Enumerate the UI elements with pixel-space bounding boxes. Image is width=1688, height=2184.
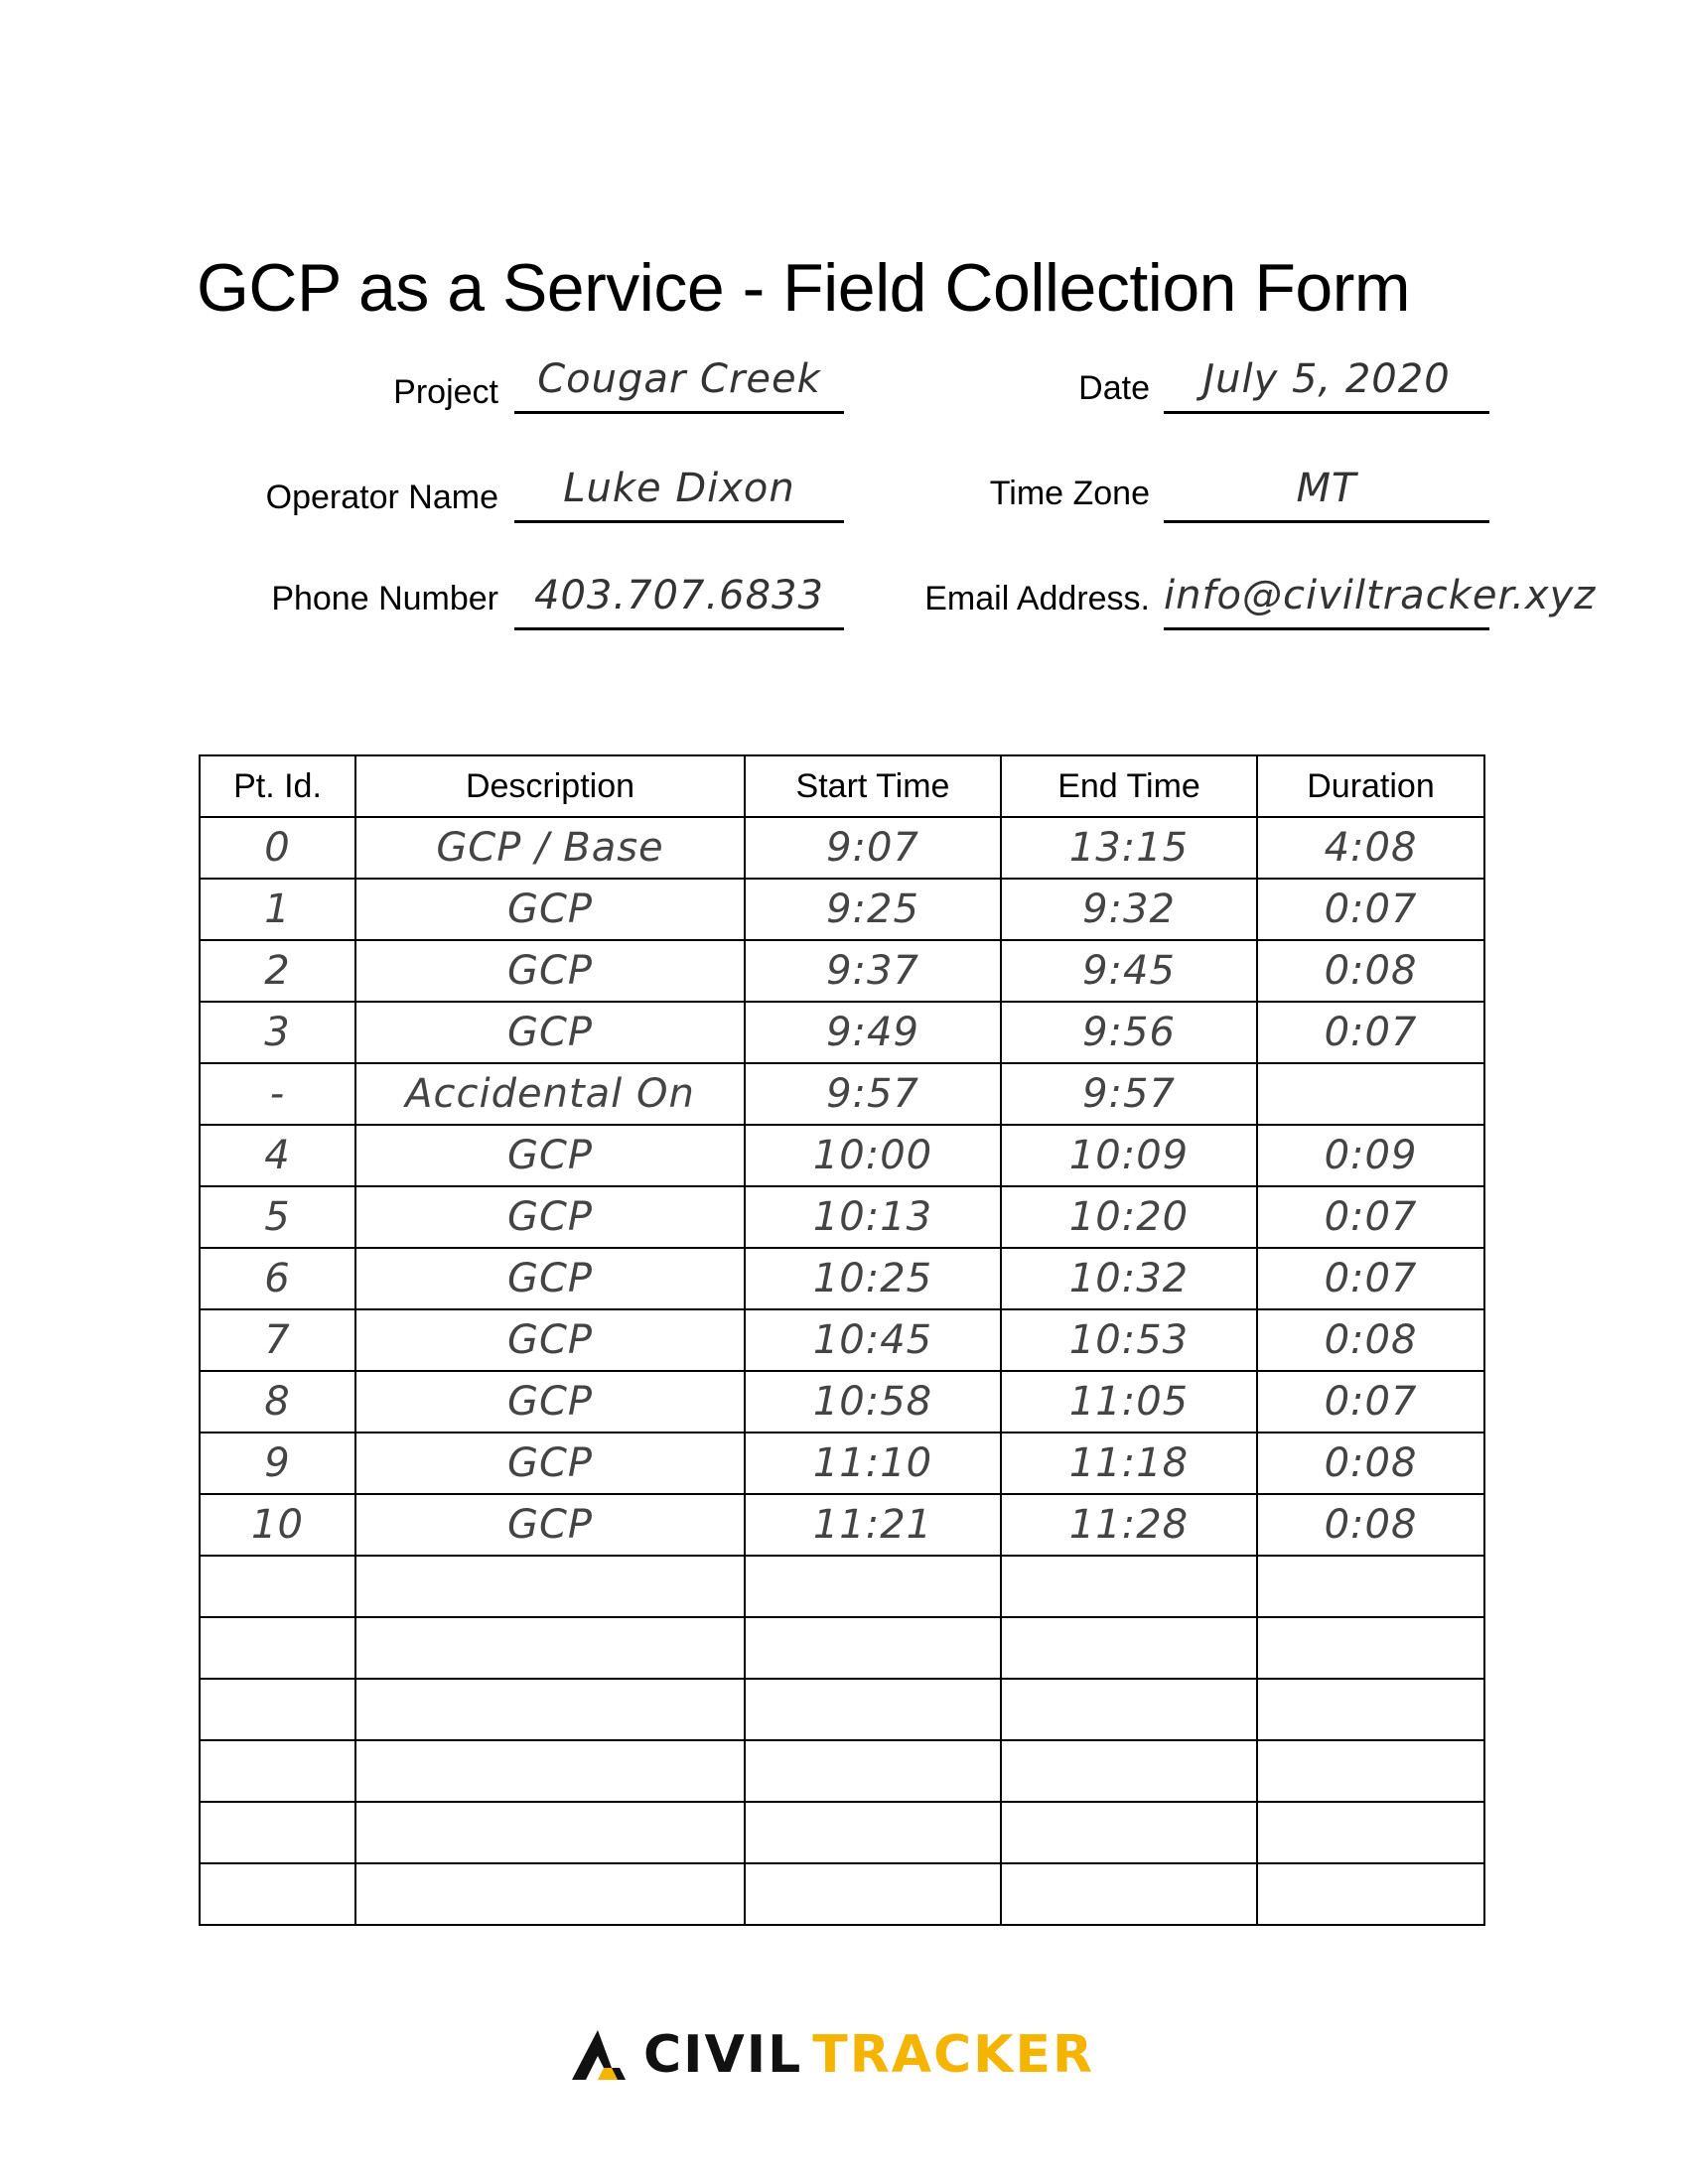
cell-pt-id[interactable]: 6: [200, 1248, 355, 1309]
table-row: [200, 1125, 1484, 1186]
col-header-duration: Duration: [1257, 755, 1484, 817]
table-row: [200, 1863, 1484, 1925]
cell-end-time[interactable]: 10:32: [1001, 1248, 1257, 1309]
table-body: [200, 817, 1484, 1925]
cell-end-time[interactable]: 11:18: [1001, 1433, 1257, 1494]
cell-duration[interactable]: [1257, 1679, 1484, 1740]
cell-description[interactable]: GCP: [355, 1494, 745, 1556]
triangle-logo-icon: [568, 2028, 632, 2082]
cell-start-time[interactable]: 10:13: [745, 1186, 1001, 1248]
cell-pt-id[interactable]: [200, 1617, 355, 1679]
table-row: [200, 1556, 1484, 1617]
cell-description[interactable]: GCP: [355, 879, 745, 940]
phone-number-field[interactable]: 403.707.6833: [514, 570, 844, 630]
cell-pt-id[interactable]: 7: [200, 1309, 355, 1371]
col-header-pt-id: Pt. Id.: [200, 755, 355, 817]
cell-start-time[interactable]: 10:58: [745, 1371, 1001, 1433]
cell-duration[interactable]: [1257, 1063, 1484, 1125]
cell-duration[interactable]: [1257, 1740, 1484, 1802]
col-header-end-time: End Time: [1001, 755, 1257, 817]
time-zone-label: Time Zone: [989, 475, 1150, 512]
cell-end-time[interactable]: 9:56: [1001, 1002, 1257, 1063]
cell-description[interactable]: [355, 1863, 745, 1925]
cell-end-time[interactable]: 9:45: [1001, 940, 1257, 1002]
date-field[interactable]: July 5, 2020: [1164, 353, 1489, 414]
cell-end-time[interactable]: [1001, 1740, 1257, 1802]
cell-start-time[interactable]: 9:25: [745, 879, 1001, 940]
cell-start-time[interactable]: [745, 1617, 1001, 1679]
cell-start-time[interactable]: [745, 1556, 1001, 1617]
table-row: [200, 1309, 1484, 1371]
cell-end-time[interactable]: [1001, 1556, 1257, 1617]
cell-description[interactable]: [355, 1740, 745, 1802]
cell-start-time[interactable]: 9:57: [745, 1063, 1001, 1125]
operator-name-label: Operator Name: [265, 478, 498, 516]
cell-pt-id[interactable]: 8: [200, 1371, 355, 1433]
cell-pt-id[interactable]: 10: [200, 1494, 355, 1556]
cell-pt-id[interactable]: 3: [200, 1002, 355, 1063]
cell-description[interactable]: GCP: [355, 1371, 745, 1433]
date-label: Date: [1078, 369, 1150, 407]
cell-start-time[interactable]: 9:37: [745, 940, 1001, 1002]
cell-duration[interactable]: 0:08: [1257, 1494, 1484, 1556]
cell-description[interactable]: GCP: [355, 1002, 745, 1063]
email-address-field[interactable]: info@civiltracker.xyz: [1164, 570, 1489, 630]
cell-start-time[interactable]: 11:21: [745, 1494, 1001, 1556]
table-row: [200, 817, 1484, 879]
table-row: [200, 1248, 1484, 1309]
cell-pt-id[interactable]: 2: [200, 940, 355, 1002]
cell-start-time[interactable]: [745, 1679, 1001, 1740]
col-header-start-time: Start Time: [745, 755, 1001, 817]
cell-start-time[interactable]: [745, 1802, 1001, 1863]
cell-duration[interactable]: 0:08: [1257, 940, 1484, 1002]
cell-end-time[interactable]: 11:28: [1001, 1494, 1257, 1556]
cell-end-time[interactable]: 10:53: [1001, 1309, 1257, 1371]
cell-description[interactable]: GCP: [355, 940, 745, 1002]
cell-duration[interactable]: 0:07: [1257, 1186, 1484, 1248]
table-row: [200, 1802, 1484, 1863]
logo-text-tracker: TRACKER: [812, 2025, 1095, 2085]
cell-description[interactable]: GCP: [355, 1248, 745, 1309]
table-row: [200, 1063, 1484, 1125]
cell-pt-id[interactable]: 1: [200, 879, 355, 940]
cell-duration[interactable]: [1257, 1802, 1484, 1863]
table-row: [200, 879, 1484, 940]
cell-start-time[interactable]: 10:25: [745, 1248, 1001, 1309]
cell-duration[interactable]: 0:07: [1257, 1371, 1484, 1433]
cell-pt-id[interactable]: 9: [200, 1433, 355, 1494]
cell-description[interactable]: GCP: [355, 1433, 745, 1494]
page-title: GCP as a Service - Field Collection Form: [197, 249, 1411, 326]
cell-description[interactable]: GCP: [355, 1125, 745, 1186]
table-row: [200, 1433, 1484, 1494]
cell-description[interactable]: [355, 1617, 745, 1679]
cell-start-time[interactable]: 11:10: [745, 1433, 1001, 1494]
cell-end-time[interactable]: 11:05: [1001, 1371, 1257, 1433]
cell-pt-id[interactable]: [200, 1863, 355, 1925]
cell-description[interactable]: GCP / Base: [355, 817, 745, 879]
col-header-description: Description: [355, 755, 745, 817]
cell-start-time[interactable]: [745, 1740, 1001, 1802]
cell-duration[interactable]: [1257, 1556, 1484, 1617]
cell-pt-id[interactable]: 5: [200, 1186, 355, 1248]
cell-duration[interactable]: 0:07: [1257, 1002, 1484, 1063]
cell-pt-id[interactable]: [200, 1679, 355, 1740]
cell-end-time[interactable]: [1001, 1679, 1257, 1740]
cell-duration[interactable]: 0:07: [1257, 1248, 1484, 1309]
cell-description[interactable]: Accidental On: [355, 1063, 745, 1125]
cell-end-time[interactable]: 10:09: [1001, 1125, 1257, 1186]
operator-name-field[interactable]: Luke Dixon: [514, 463, 844, 523]
cell-start-time[interactable]: 10:00: [745, 1125, 1001, 1186]
time-zone-field[interactable]: MT: [1164, 463, 1489, 523]
project-label: Project: [393, 373, 498, 411]
cell-description[interactable]: [355, 1679, 745, 1740]
table-row: [200, 1740, 1484, 1802]
cell-pt-id[interactable]: [200, 1556, 355, 1617]
table-row: [200, 1371, 1484, 1433]
cell-start-time[interactable]: 10:45: [745, 1309, 1001, 1371]
cell-pt-id[interactable]: [200, 1802, 355, 1863]
cell-duration[interactable]: 0:07: [1257, 879, 1484, 940]
cell-duration[interactable]: 0:08: [1257, 1309, 1484, 1371]
cell-duration[interactable]: 0:09: [1257, 1125, 1484, 1186]
table-row: [200, 1494, 1484, 1556]
table-row: [200, 1679, 1484, 1740]
cell-description[interactable]: [355, 1802, 745, 1863]
cell-start-time[interactable]: 9:07: [745, 817, 1001, 879]
cell-duration[interactable]: [1257, 1863, 1484, 1925]
cell-duration[interactable]: [1257, 1617, 1484, 1679]
phone-number-label: Phone Number: [271, 580, 498, 617]
cell-end-time[interactable]: 9:32: [1001, 879, 1257, 940]
cell-description[interactable]: GCP: [355, 1309, 745, 1371]
cell-duration[interactable]: 4:08: [1257, 817, 1484, 879]
cell-end-time[interactable]: [1001, 1802, 1257, 1863]
cell-pt-id[interactable]: -: [200, 1063, 355, 1125]
table-row: [200, 1002, 1484, 1063]
cell-end-time[interactable]: 10:20: [1001, 1186, 1257, 1248]
cell-description[interactable]: [355, 1556, 745, 1617]
table-header-row: [200, 755, 1484, 817]
project-field[interactable]: Cougar Creek: [514, 353, 844, 414]
cell-end-time[interactable]: 13:15: [1001, 817, 1257, 879]
cell-start-time[interactable]: 9:49: [745, 1002, 1001, 1063]
cell-pt-id[interactable]: 4: [200, 1125, 355, 1186]
cell-pt-id[interactable]: 0: [200, 817, 355, 879]
email-address-label: Email Address.: [924, 580, 1150, 617]
cell-pt-id[interactable]: [200, 1740, 355, 1802]
cell-end-time[interactable]: [1001, 1617, 1257, 1679]
cell-description[interactable]: GCP: [355, 1186, 745, 1248]
collection-table: [199, 754, 1485, 1926]
table-row: [200, 1617, 1484, 1679]
cell-end-time[interactable]: [1001, 1863, 1257, 1925]
cell-start-time[interactable]: [745, 1863, 1001, 1925]
table-row: [200, 1186, 1484, 1248]
cell-end-time[interactable]: 9:57: [1001, 1063, 1257, 1125]
cell-duration[interactable]: 0:08: [1257, 1433, 1484, 1494]
logo-text-civil: CIVIL: [643, 2025, 803, 2085]
table-row: [200, 940, 1484, 1002]
civil-tracker-logo: [568, 2025, 1094, 2085]
